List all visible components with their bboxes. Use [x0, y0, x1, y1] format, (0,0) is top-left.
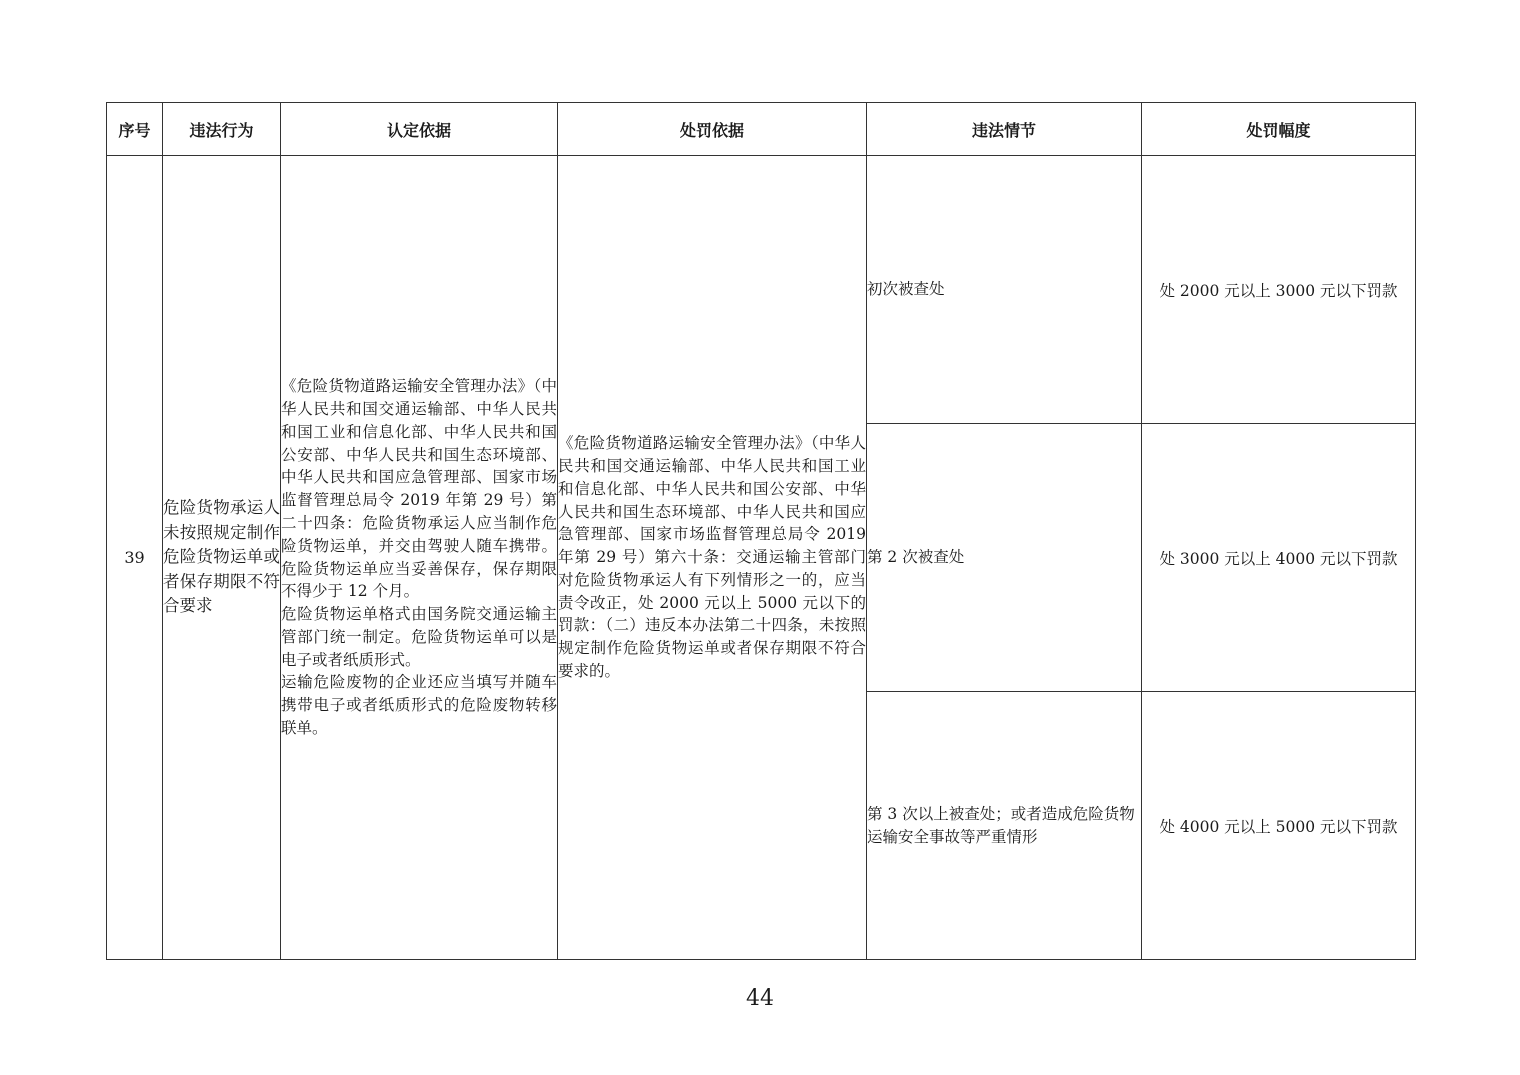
basis-paragraph: 《危险货物道路运输安全管理办法》（中华人民共和国交通运输部、中华人民共和国工业和信息化部、中华人民共和国公安部、中华人民共和国生态环境部、中华人民共和国应急管理部、国家市场监督管理总局令 2019 年第 29 号）第二十四条：危险货物承运人应当制作危险货物运单，并交由驾驶人随车携带。危险货物运单应当妥善保存，保存期限不得少于 12 个月。	[281, 377, 557, 601]
header-violation: 违法行为	[163, 103, 281, 156]
header-determination-basis: 认定依据	[281, 103, 558, 156]
penalty-range-cell: 处 3000 元以上 4000 元以下罚款	[1142, 424, 1416, 692]
penalty-range-cell: 处 4000 元以上 5000 元以下罚款	[1142, 692, 1416, 960]
header-penalty-basis: 处罚依据	[558, 103, 867, 156]
header-penalty-range: 处罚幅度	[1142, 103, 1416, 156]
penalty-basis-cell: 《危险货物道路运输安全管理办法》（中华人民共和国交通运输部、中华人民共和国工业和信息化部、中华人民共和国公安部、中华人民共和国生态环境部、中华人民共和国应急管理部、国家市场监督管理总局令 2019 年第 29 号）第六十条：交通运输主管部门对危险货物承运人有下列情形之一的，应当责令改正，处 2000 元以上 5000 元以下的罚款：（二）违反本办法第二十四条，未按照规定制作危险货物运单或者保存期限不符合要求的。	[558, 156, 867, 960]
violation-cell: 危险货物承运人未按照规定制作危险货物运单或者保存期限不符合要求	[163, 156, 281, 960]
header-seq: 序号	[107, 103, 163, 156]
determination-basis-cell	[281, 156, 558, 960]
circumstance-cell: 第 2 次被查处	[867, 424, 1142, 692]
circumstance-cell: 第 3 次以上被查处；或者造成危险货物运输安全事故等严重情形	[867, 692, 1142, 960]
header-row	[107, 103, 1416, 156]
basis-paragraph: 运输危险废物的企业还应当填写并随车携带电子或者纸质形式的危险废物转移联单。	[281, 673, 557, 738]
basis-paragraph: 危险货物运单格式由国务院交通运输主管部门统一制定。危险货物运单可以是电子或者纸质形式。	[281, 605, 557, 669]
row-seq: 39	[107, 156, 163, 960]
circumstance-cell: 初次被查处	[867, 156, 1142, 424]
penalty-table	[106, 102, 1416, 960]
table-row	[107, 156, 1416, 424]
header-circumstance: 违法情节	[867, 103, 1142, 156]
page-number: 44	[746, 986, 774, 1011]
penalty-range-cell: 处 2000 元以上 3000 元以下罚款	[1142, 156, 1416, 424]
